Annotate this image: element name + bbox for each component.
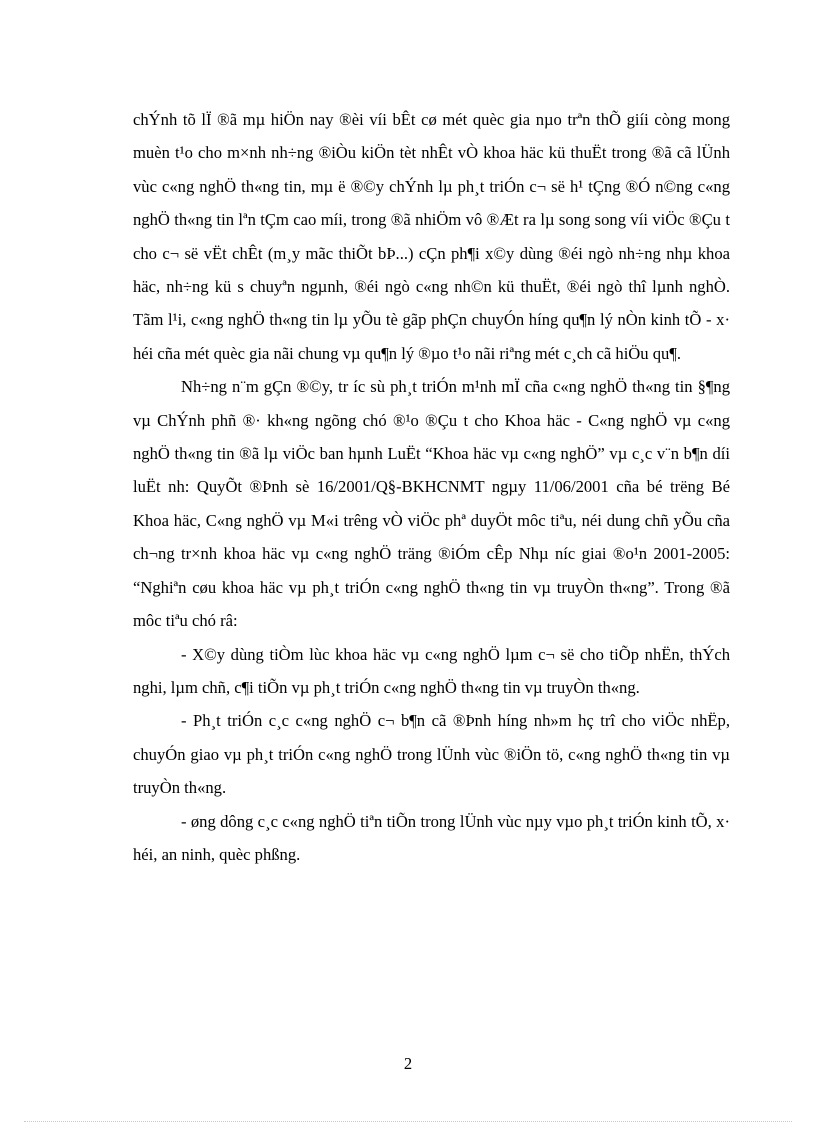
bullet-apply-technology: - øng dông c¸c c«ng nghÖ tiªn tiÕn trong lÜnh vùc nµy vµo ph¸t triÓn kinh tÕ, x· héi, an ninh, quèc phßng. (133, 811, 730, 864)
bullet-build-capacity: - X©y dùng tiÒm lùc khoa häc vµ c«ng nghÖ lµm c¬ së cho tiÕp nhËn, thÝch nghi, lµm chñ, c¶i tiÕn vµ ph¸t triÓn c«ng nghÖ th«ng tin vµ truyÒn th«ng. (133, 644, 730, 697)
page-body (133, 103, 730, 871)
paragraph-intro-continuation: chÝnh tõ lÏ ®ã mµ hiÖn nay ®èi víi bÊt cø mét quèc gia nµo trªn thÕ giíi còng mong muèn t¹o cho m×nh nh÷ng ®iÒu kiÖn tèt nhÊt vÒ khoa häc kü thuËt trong ®ã cã lÜnh vùc c«ng nghÖ th«ng tin, mµ ë ®©y chÝnh lµ ph¸t triÓn c¬ së h¹ tÇng ®Ó n©ng c«ng nghÖ th«ng tin lªn tÇm cao míi, trong ®ã nhiÖm vô ®Æt ra lµ song song víi viÖc ®Çu t cho c¬ së vËt chÊt (m¸y mãc thiÕt bÞ...) cÇn ph¶i x©y dùng ®éi ngò nh÷ng nhµ khoa häc, nh÷ng kü s chuyªn ngµnh, ®éi ngò c«ng nh©n kü thuËt, ®éi ngò thî lµnh nghÒ. Tãm l¹i, c«ng nghÖ th«ng tin lµ yÕu tè gãp phÇn chuyÓn híng qu¶n lý nÒn kinh tÕ - x· héi cña mét quèc gia nãi chung vµ qu¶n lý ®µo t¹o nãi riªng mét c¸ch cã hiÖu qu¶. (133, 110, 730, 363)
page-bottom-border (24, 1121, 792, 1122)
paragraph-recent-years: Nh÷ng n¨m gÇn ®©y, tr íc sù ph¸t triÓn m¹nh mÏ cña c«ng nghÖ th«ng tin §¶ng vµ ChÝnh phñ ®· kh«ng ngõng chó ®¹o ®Çu t cho Khoa häc - C«ng nghÖ vµ c«ng nghÖ th«ng tin ®ã lµ viÖc ban hµnh LuËt “Khoa häc vµ c«ng nghÖ” vµ c¸c v¨n b¶n díi luËt nh: QuyÕt ®Þnh sè 16/2001/Q§-BKHCNMT ngµy 11/06/2001 cña bé trëng Bé Khoa häc, C«ng nghÖ vµ M«i trêng vÒ viÖc phª duyÖt môc tiªu, néi dung chñ yÕu cña ch¬ng tr×nh khoa häc vµ c«ng nghÖ träng ®iÓm cÊp Nhµ níc giai ®o¹n 2001-2005: “Nghiªn cøu khoa häc vµ ph¸t triÓn c«ng nghÖ th«ng tin vµ truyÒn th«ng”. Trong ®ã môc tiªu chó râ: (133, 377, 730, 631)
page-number: 2 (403, 1054, 413, 1073)
bullet-develop-technology: - Ph¸t triÓn c¸c c«ng nghÖ c¬ b¶n cã ®Þnh híng nh»m hç trî cho viÖc nhËp, chuyÓn giao vµ ph¸t triÓn c«ng nghÖ trong lÜnh vùc ®iÖn tö, c«ng nghÖ th«ng tin vµ truyÒn th«ng. (133, 711, 730, 798)
